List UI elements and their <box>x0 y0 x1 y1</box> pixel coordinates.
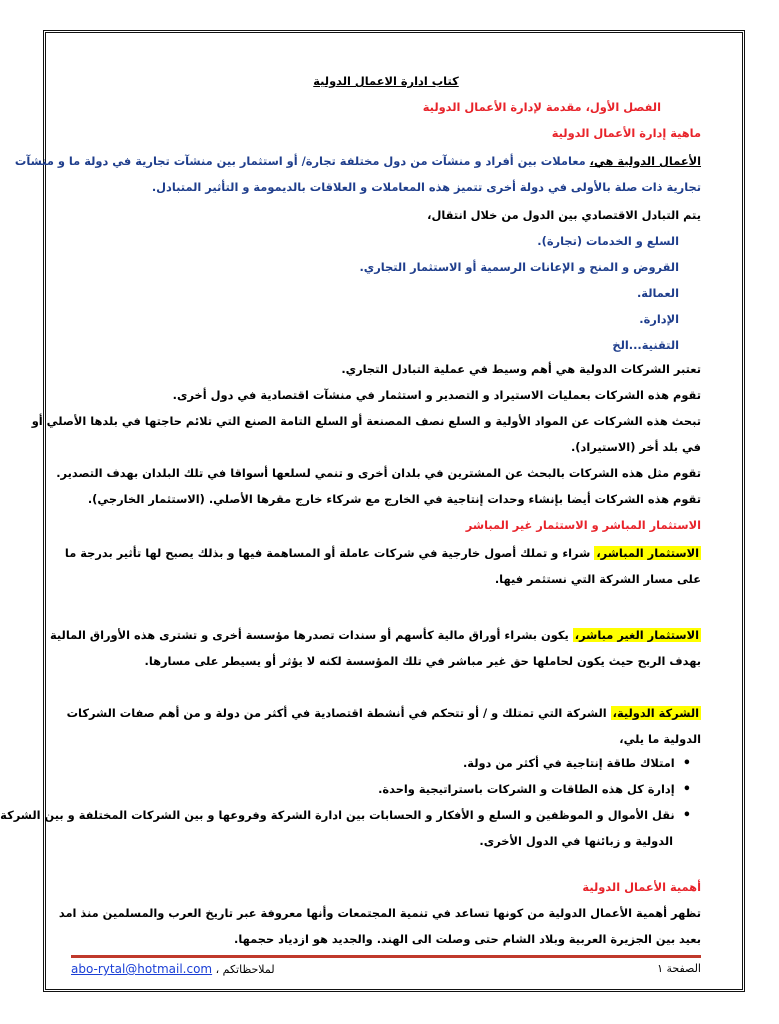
paragraph: تقوم مثل هذه الشركات بالبحث عن المشترين في بلدان أخرى و تنمي لسلعها أسواقا في تلك البلدان بهدف التصدير. <box>56 466 701 480</box>
definition-line-1 <box>14 152 701 170</box>
paragraph: تقوم هذه الشركات بعمليات الاستيراد و التصدير و استثمار في منشآت اقتصادية في دول أخرى. <box>172 388 701 402</box>
section-heading-definition: ماهية إدارة الأعمال الدولية <box>551 126 701 140</box>
paragraph: تعتبر الشركات الدولية هي أهم وسيط في عملية التبادل التجاري. <box>341 362 701 376</box>
importance-line-2: بعيد بين الجزيرة العربية وبلاد الشام حتى وصلت الى الهند. والجديد هو ازدياد حجمها. <box>234 932 701 946</box>
list-item: • امتلاك طاقة إنتاجية في أكثر من دولة. <box>71 754 701 773</box>
indirect-investment-line-1 <box>50 626 701 644</box>
footer-contact <box>71 962 275 976</box>
definition-term: الأعمال الدولية هي، <box>589 154 701 168</box>
paragraph: تقوم هذه الشركات أيضا بإنشاء وحدات إنتاجية في الخارج مع شركاء خارج مقرها الأصلي. (الاستثمار الخارجي). <box>87 492 701 506</box>
exchange-item: الإدارة. <box>639 312 679 326</box>
exchange-item: العمالة. <box>636 286 679 300</box>
importance-heading: أهمية الأعمال الدولية <box>582 880 701 894</box>
intl-company-line-1 <box>66 704 701 722</box>
investment-heading: الاستثمار المباشر و الاستثمار غير المباشر <box>465 518 701 532</box>
indirect-investment-term: الاستثمار الغير مباشر، <box>574 628 699 642</box>
definition-line-2: تجارية ذات صلة بالأولى في دولة أخرى تتميز هذه المعاملات و العلاقات بالديمومة و التأثير المتبادل. <box>151 180 701 194</box>
indirect-investment-line-2: بهدف الربح حيث يكون لحاملها حق غير مباشر في تلك المؤسسة لكنه لا يؤثر أو يسيطر على مسارها. <box>144 654 701 668</box>
intl-company-line-2: الدولية ما يلي، <box>619 732 701 746</box>
intl-company-term: الشركة الدولية، <box>612 706 699 720</box>
footer-notes-label: لملاحظاتكم ، <box>215 963 275 976</box>
exchange-intro: يتم التبادل الاقتصادي بين الدول من خلال انتقال، <box>427 208 701 222</box>
indirect-investment-text-1: يكون بشراء أوراق مالية كأسهم أو سندات تصدرها مؤسسة أخرى و تشترى هذه الأوراق المالية <box>50 628 569 642</box>
footer-email-link[interactable]: abo-rytal@hotmail.com <box>71 962 213 976</box>
footer-divider <box>71 955 701 958</box>
definition-text-1: معاملات بين أفراد و منشآت من دول مختلفة تجارة/ أو استثمار بين منشآت تجارية في دولة ما و منشآت <box>14 154 586 168</box>
paragraph: تبحث هذه الشركات عن المواد الأولية و السلع نصف المصنعة أو السلع التامة الصنع التي تلائم حاجتها في بلدها الأصلي أو <box>31 414 701 428</box>
page-number: الصفحة ١ <box>657 962 701 975</box>
direct-investment-line-2: على مسار الشركة التي نستثمر فيها. <box>494 572 701 586</box>
list-item: • نقل الأموال و الموظفين و السلع و الأفكار و الحسابات بين ادارة الشركة وفروعها و بين الشركات المختلفة و بين الشركة <box>71 806 701 825</box>
list-item-continuation: الدولية و زبائنها في الدول الأخرى. <box>479 834 673 848</box>
importance-line-1: تظهر أهمية الأعمال الدولية من كونها تساعد في تنمية المجتمعات وأنها معروفة عبر تاريخ العرب والمسلمين منذ امد <box>58 906 701 920</box>
page-title: كتاب ادارة الاعمال الدولية <box>313 74 459 88</box>
list-item: • إدارة كل هذه الطاقات و الشركات باستراتيجية واحدة. <box>71 780 701 799</box>
direct-investment-line-1 <box>64 544 701 562</box>
chapter-heading: الفصل الأول، مقدمة لإدارة الأعمال الدولية <box>422 100 661 114</box>
exchange-item: السلع و الخدمات (تجارة). <box>537 234 679 248</box>
exchange-item: القروض و المنح و الإعانات الرسمية أو الاستثمار التجاري. <box>359 260 679 274</box>
direct-investment-term: الاستثمار المباشر، <box>596 546 699 560</box>
exchange-item: التقنية...الخ <box>612 338 679 352</box>
paragraph: في بلد أخر (الاستيراد). <box>570 440 701 454</box>
intl-company-text-1: الشركة التي تمتلك و / أو تتحكم في أنشطة اقتصادية في أكثر من دولة و من أهم صفات الشركات <box>66 706 607 720</box>
direct-investment-text-1: شراء و تملك أصول خارجية في شركات عاملة أو المساهمة فيها و بذلك يصبح لها تأثير بدرجة ما <box>64 546 591 560</box>
